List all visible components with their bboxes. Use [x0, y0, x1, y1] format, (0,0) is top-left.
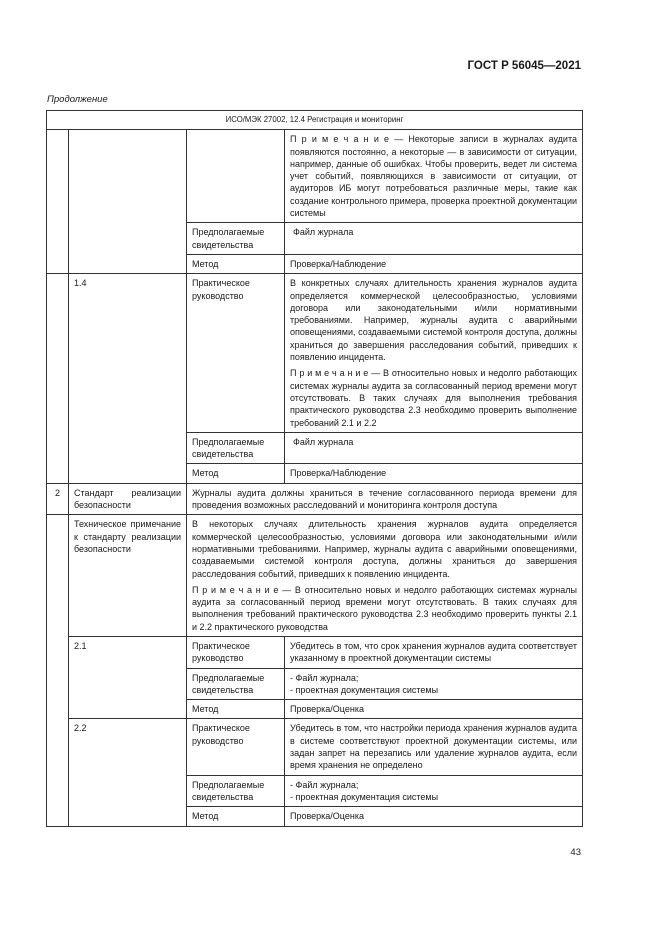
table-row — [47, 483, 583, 515]
table-row — [47, 515, 583, 637]
practice-text: В конкретных случаях длительность хранения журналов аудита определяется коммерческой целесообразностью, условиями договора или законодательными и/или нормативными требованиями. Например, журналы аудита с аварийными оповещениями, создаваемыми системой контроля доступа, должны храниться до завершения расследования событий, приведших к появлению инцидента. — [290, 278, 577, 363]
practice-label: Практическое руководство — [187, 719, 285, 775]
practice-label: Практическое руководство — [187, 274, 285, 433]
note-text: П р и м е ч а н и е — В относительно новых и недолго работающих системах журналы аудита за согласованный период времени могут отсутствовать. В таких случаях для выполнения требований практического руководства 2.3 необходимо проверить пункты 2.1 и 2.2 практического руководства — [192, 584, 577, 632]
section-title: ИСО/МЭК 27002, 12.4 Регистрация и мониторинг — [47, 111, 583, 130]
table-row — [47, 719, 583, 775]
tech-note-cell — [187, 515, 583, 637]
page-number: 43 — [570, 847, 581, 858]
evidence-value — [285, 775, 583, 807]
empty-cell — [47, 515, 69, 826]
empty-cell — [187, 130, 285, 223]
practice-text: Убедитесь в том, что срок хранения журналов аудита соответствует указанному в проектной документации системы — [285, 636, 583, 668]
empty-cell — [69, 130, 187, 274]
evidence-line: - Файл журнала; — [290, 672, 359, 683]
standard-label: Стандарт реализации безопасности — [69, 483, 187, 515]
table-row — [47, 274, 583, 433]
item-number: 1.4 — [69, 274, 187, 483]
item-number: 2.1 — [69, 636, 187, 718]
evidence-line: - проектная документация системы — [290, 791, 439, 802]
practice-text: Убедитесь в том, что настройки периода хранения журналов аудита в системе соответствуют проектной документации системы, или задан запрет на перезапись или удаление журналов аудита, если время хранения не определено — [285, 719, 583, 775]
evidence-label: Предполагаемые свидетельства — [187, 668, 285, 700]
tech-note-label: Техническое примечание к стандарту реализации безопасности — [69, 515, 187, 637]
method-value: Проверка/Оценка — [285, 807, 583, 826]
evidence-label: Предполагаемые свидетельства — [187, 432, 285, 464]
practice-cell — [285, 274, 583, 433]
note-text: П р и м е ч а н и е — В относительно новых и недолго работающих системах журналы аудита за согласованный период времени могут отсутствовать. В таких случаях для выполнения требования практического руководства 2.3 необходимо проверить выполнение требований 2.1 и 2.2 — [290, 368, 577, 428]
section-number: 2 — [47, 483, 69, 515]
requirements-table — [46, 110, 583, 827]
table-row — [47, 636, 583, 668]
standard-header: ГОСТ Р 56045—2021 — [467, 60, 581, 72]
method-label: Метод — [187, 700, 285, 719]
evidence-value: Файл журнала — [285, 432, 583, 464]
evidence-label: Предполагаемые свидетельства — [187, 775, 285, 807]
method-label: Метод — [187, 464, 285, 483]
method-value: Проверка/Наблюдение — [285, 464, 583, 483]
item-number: 2.2 — [69, 719, 187, 826]
standard-text: Журналы аудита должны храниться в течение согласованного периода времени для проведения возможных расследований и мониторинга контроля доступа — [187, 483, 583, 515]
evidence-label: Предполагаемые свидетельства — [187, 223, 285, 255]
method-label: Метод — [187, 807, 285, 826]
evidence-value: Файл журнала — [285, 223, 583, 255]
table-row — [47, 130, 583, 223]
method-value: Проверка/Наблюдение — [285, 254, 583, 273]
evidence-line: - Файл журнала; — [290, 779, 359, 790]
practice-label: Практическое руководство — [187, 636, 285, 668]
method-label: Метод — [187, 254, 285, 273]
evidence-value — [285, 668, 583, 700]
note-text: П р и м е ч а н и е — Некоторые записи в журналах аудита появляются постоянно, а некоторые — в зависимости от ситуации, например, данные об ошибках. Чтобы проверить, ведет ли система учет событий, появляющихся в зависимости от ситуации, от аудиторов ИБ могут потребоваться различные меры, такие как создание контрольного примера, проверка проектной документации системы — [285, 130, 583, 223]
tech-note-text: В некоторых случаях длительность хранения журналов аудита определяется коммерческой целесообразностью, условиями договора или законодательными и/или нормативными требованиями. Например, журналы аудита с аварийными оповещениями, создаваемыми системой контроля доступа, должны храниться до завершения расследования событий, приведших к появлению инцидента. — [192, 519, 577, 579]
empty-cell — [47, 274, 69, 483]
method-value: Проверка/Оценка — [285, 700, 583, 719]
table-header-row — [47, 111, 583, 130]
empty-cell — [47, 130, 69, 274]
evidence-line: - проектная документация системы — [290, 684, 439, 695]
continuation-label: Продолжение — [47, 94, 108, 105]
